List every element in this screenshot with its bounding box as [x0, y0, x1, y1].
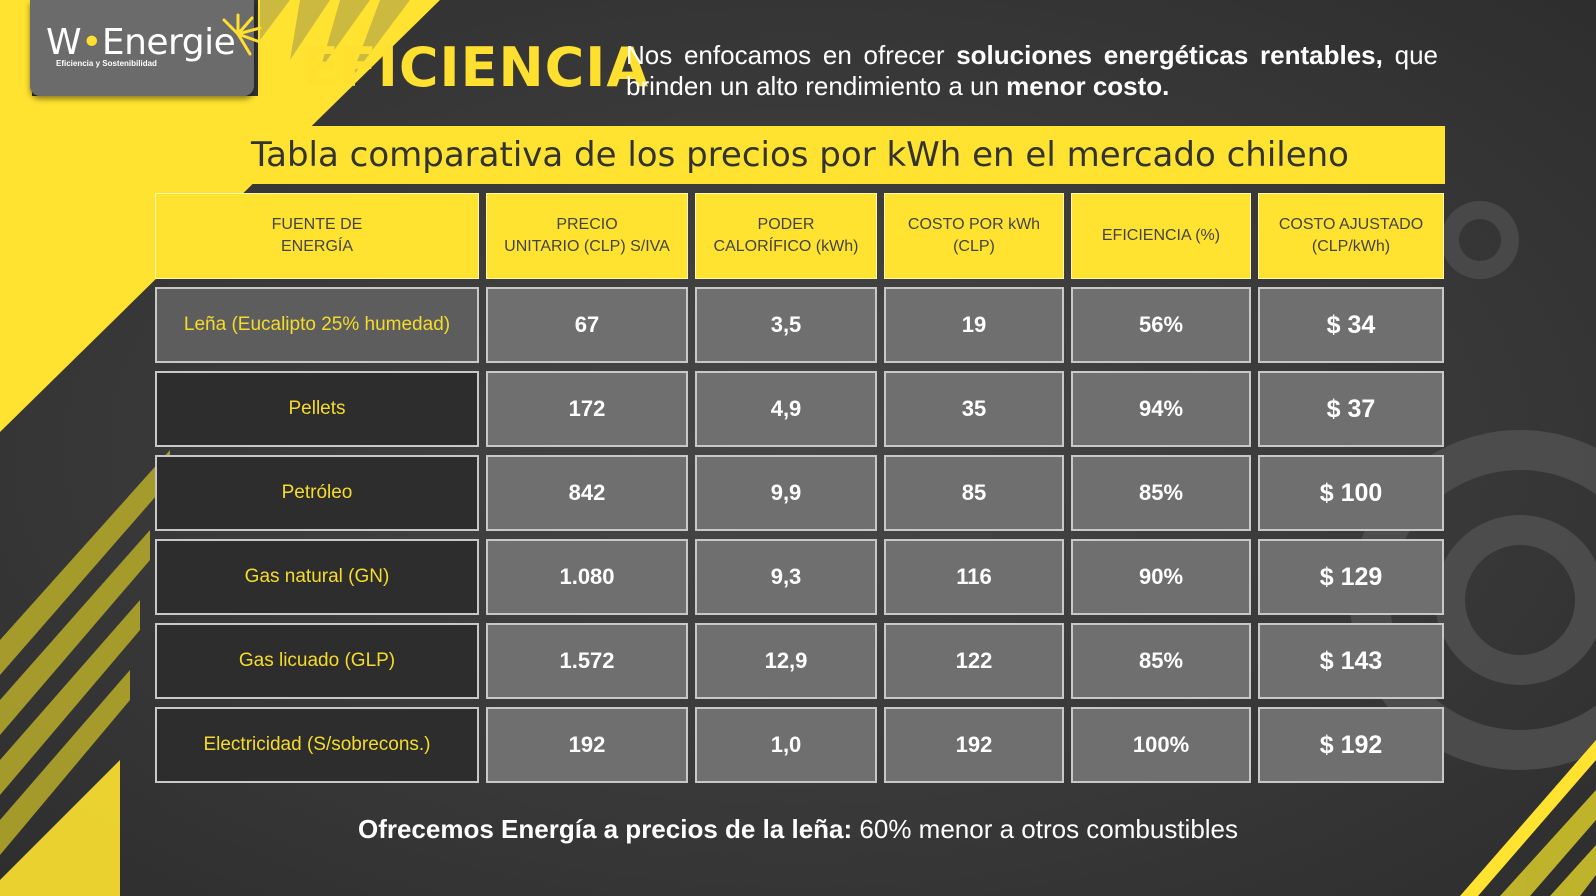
- header-calorific-power: PODER CALORÍFICO (kWh): [695, 193, 877, 279]
- cell-unit-price: 842: [486, 455, 688, 531]
- cell-adjusted-cost: $ 143: [1258, 623, 1444, 699]
- cell-cost-per-kwh: 19: [884, 287, 1064, 363]
- cell-efficiency: 94%: [1071, 371, 1251, 447]
- logo-tagline: Eficiencia y Sostenibilidad: [56, 59, 157, 68]
- cell-unit-price: 172: [486, 371, 688, 447]
- sun-icon: [216, 12, 264, 60]
- cell-efficiency: 85%: [1071, 623, 1251, 699]
- cell-cost-per-kwh: 35: [884, 371, 1064, 447]
- cell-calorific-power: 1,0: [695, 707, 877, 783]
- cell-unit-price: 67: [486, 287, 688, 363]
- page-title: EFICIENCIA: [302, 36, 650, 99]
- cell-cost-per-kwh: 192: [884, 707, 1064, 783]
- cell-source: Pellets: [155, 371, 479, 447]
- cell-calorific-power: 4,9: [695, 371, 877, 447]
- cell-adjusted-cost: $ 100: [1258, 455, 1444, 531]
- cell-calorific-power: 12,9: [695, 623, 877, 699]
- cell-adjusted-cost: $ 37: [1258, 371, 1444, 447]
- cell-calorific-power: 3,5: [695, 287, 877, 363]
- cell-efficiency: 56%: [1071, 287, 1251, 363]
- cell-calorific-power: 9,3: [695, 539, 877, 615]
- cell-unit-price: 192: [486, 707, 688, 783]
- table-title: Tabla comparativa de los precios por kWh en el mercado chileno: [155, 126, 1445, 184]
- cell-cost-per-kwh: 85: [884, 455, 1064, 531]
- cell-efficiency: 85%: [1071, 455, 1251, 531]
- cell-cost-per-kwh: 122: [884, 623, 1064, 699]
- intro-text: Nos enfocamos en ofrecer soluciones energéticas rentables, que brinden un alto rendimiento a un menor costo.: [626, 40, 1438, 101]
- cell-calorific-power: 9,9: [695, 455, 877, 531]
- cell-adjusted-cost: $ 129: [1258, 539, 1444, 615]
- cell-source: Gas natural (GN): [155, 539, 479, 615]
- cell-cost-per-kwh: 116: [884, 539, 1064, 615]
- header-cost-per-kwh: COSTO POR kWh (CLP): [884, 193, 1064, 279]
- header-unit-price: PRECIO UNITARIO (CLP) S/IVA: [486, 193, 688, 279]
- header-source: FUENTE DE ENERGÍA: [155, 193, 479, 279]
- cell-source: Electricidad (S/sobrecons.): [155, 707, 479, 783]
- cell-source: Leña (Eucalipto 25% humedad): [155, 287, 479, 363]
- logo-wordmark: W•Energie: [46, 22, 236, 63]
- cell-source: Petróleo: [155, 455, 479, 531]
- cell-efficiency: 100%: [1071, 707, 1251, 783]
- header-adjusted-cost: COSTO AJUSTADO (CLP/kWh): [1258, 193, 1444, 279]
- cell-unit-price: 1.080: [486, 539, 688, 615]
- cell-adjusted-cost: $ 192: [1258, 707, 1444, 783]
- cell-source: Gas licuado (GLP): [155, 623, 479, 699]
- cell-unit-price: 1.572: [486, 623, 688, 699]
- header-efficiency: EFICIENCIA (%): [1071, 193, 1251, 279]
- cell-adjusted-cost: $ 34: [1258, 287, 1444, 363]
- cell-efficiency: 90%: [1071, 539, 1251, 615]
- footer-statement: Ofrecemos Energía a precios de la leña: 60% menor a otros combustibles: [357, 814, 1239, 844]
- brand-logo: [30, 0, 254, 96]
